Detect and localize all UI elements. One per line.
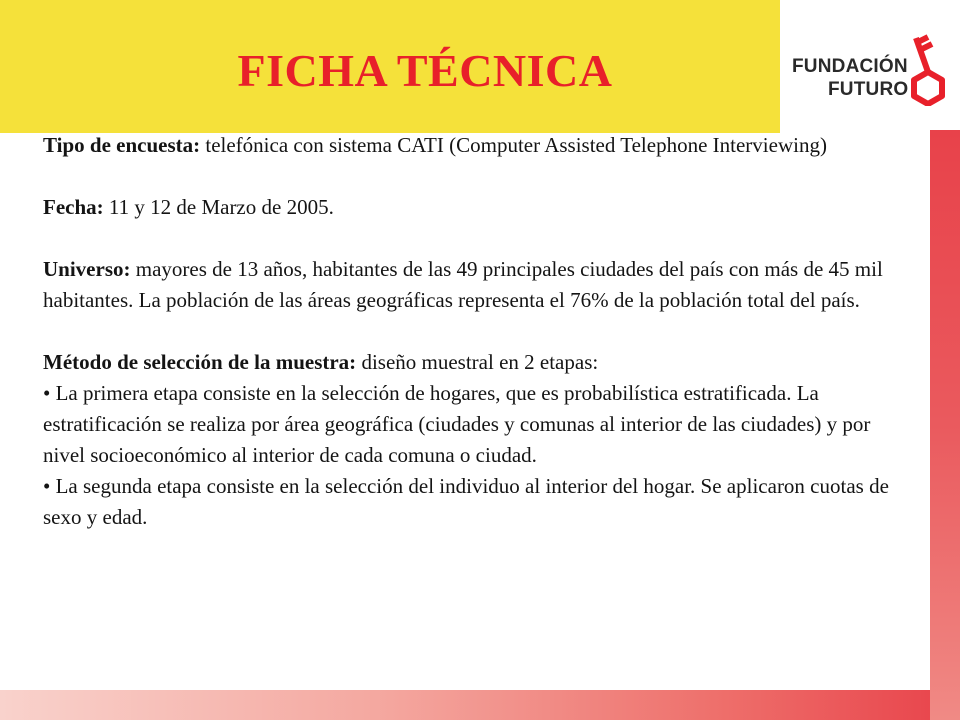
bullet-text-2: La segunda etapa consiste en la selección del individuo al interior del hogar. Se aplicaron cuotas de sexo y edad. <box>43 474 889 529</box>
fecha-paragraph <box>43 192 913 223</box>
bullet-glyph: • <box>43 381 51 405</box>
fecha-value: 11 y 12 de Marzo de 2005. <box>103 195 334 219</box>
list-item <box>43 378 913 471</box>
universo-value: mayores de 13 años, habitantes de las 49 principales ciudades del país con más de 45 mil habitantes. La población de las áreas geográficas representa el 76% de la población total del país. <box>43 257 883 312</box>
logo-line1: FUNDACIÓN <box>792 56 908 77</box>
fundacion-futuro-logo <box>790 32 955 112</box>
metodo-value: diseño muestral en 2 etapas: <box>356 350 599 374</box>
fecha-label: Fecha: <box>43 195 104 219</box>
metodo-paragraph <box>43 347 913 378</box>
bullet-glyph: • <box>43 474 51 498</box>
decorative-side-stripe <box>930 130 960 720</box>
tipo-encuesta-paragraph <box>43 130 913 161</box>
bullet-text-1: La primera etapa consiste en la selección de hogares, que es probabilística estratificada. La estratificación se realiza por área geográfica (ciudades y comunas al interior de las ciudades) y por nivel socioeconómico al interior de cada comuna o ciudad. <box>43 381 871 467</box>
universo-paragraph <box>43 254 913 316</box>
tipo-encuesta-value: telefónica con sistema CATI (Computer Assisted Telephone Interviewing) <box>200 133 827 157</box>
decorative-bottom-gradient <box>0 690 960 720</box>
key-icon <box>902 32 954 106</box>
tipo-encuesta-label: Tipo de encuesta: <box>43 133 201 157</box>
metodo-label: Método de selección de la muestra: <box>43 350 357 374</box>
page-title: FICHA TÉCNICA <box>237 45 613 96</box>
technical-sheet-text <box>43 130 913 533</box>
logo-line2: FUTURO <box>828 79 909 100</box>
list-item <box>43 471 913 533</box>
universo-label: Universo: <box>43 257 131 281</box>
